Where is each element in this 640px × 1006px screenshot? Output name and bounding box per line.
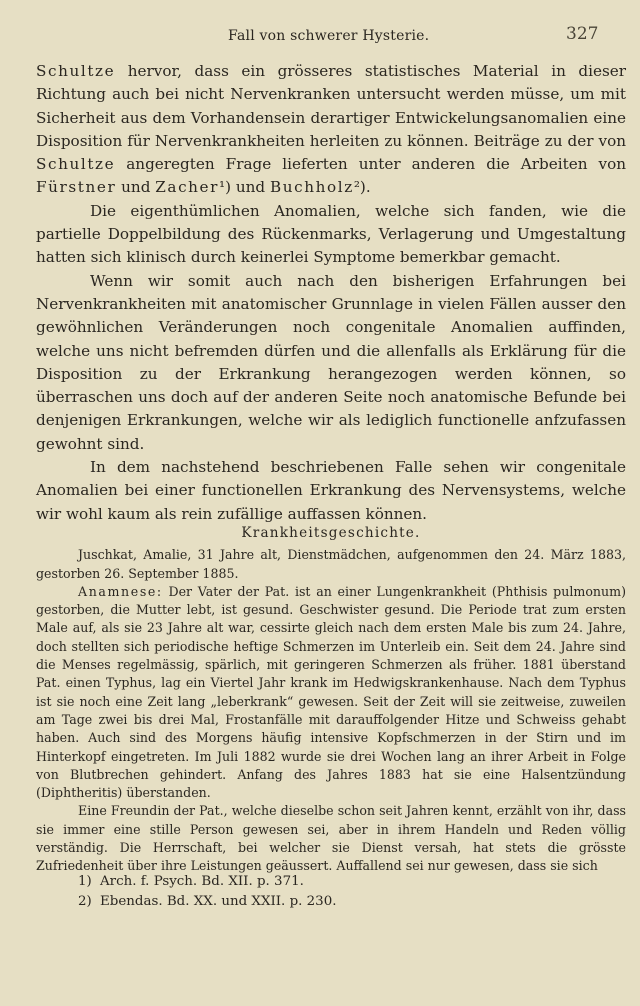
footnote-text: Ebendas. Bd. XX. und XXII. p. 230. <box>100 894 337 909</box>
paragraph-1 <box>36 60 626 200</box>
author-name: Schultze <box>36 62 116 80</box>
author-name: Buchholz <box>269 178 354 197</box>
text-run: hervor, dass ein grösseres statistisches Material in dieser Richtung auch bei nicht Nervenkranken untersucht werden müsse, um mit Sicherheit aus dem Vorhandensein derartiger Entwickelungsanomalien eine Disposition für Nervenkrankheiten herleiten zu können. Beiträge zu der von <box>36 62 626 150</box>
running-title: Fall von schwerer Hysterie. <box>228 28 430 44</box>
author-name: Fürstner <box>36 178 117 197</box>
footnote-mark: 2) <box>78 894 92 909</box>
text-run: angeregten Frage lieferten unter anderen die Arbeiten von <box>115 155 626 174</box>
case-anamnese <box>36 583 626 803</box>
author-name: Zacher <box>155 178 220 197</box>
paragraph-3: Wenn wir somit auch nach den bisherigen Erfahrungen bei Nervenkrankheiten mit anatomischer Grunnlage in vielen Fällen ausser den gewöhnlichen Veränderungen noch congenitale Anomalien auffinden, welche uns nicht befremden dürfen und die allenfalls als Erklärung für die Disposition zu der Erkrankung herangezogen werden können, so überraschen uns doch auf der anderen Seite noch anatomische Befunde bei denjenigen Erkrankungen, welche wir als lediglich functionelle anfzufassen gewohnt sind. <box>36 271 626 453</box>
page-number: 327 <box>566 24 599 44</box>
text-run: ¹) und <box>219 178 270 197</box>
anamnese-label: Anamnese: <box>78 583 163 599</box>
page-header <box>0 24 640 50</box>
author-name: Schultze <box>36 155 116 174</box>
footnote-text: Arch. f. Psych. Bd. XII. p. 371. <box>100 874 304 889</box>
text-run: ²). <box>353 178 371 197</box>
text-run: und <box>116 178 156 197</box>
footnote <box>78 892 578 912</box>
main-text <box>36 60 626 526</box>
anamnese-text: Der Vater der Pat. ist an einer Lungenkrankheit (Phthisis pulmonum) gestorben, die Mutter lebt, ist gesund. Geschwister gesund. Die Periode trat zum ersten Male auf, als sie 23 Jahre alt war, cessirte gleich nach dem ersten Male bis zum 24. Jahre, doch stellten sich periodische heftige Schmerzen im Unterleib ein. Seit dem 24. Jahre sind die Menses regelmässig, spärlich, mit geringeren Schmerzen als früher. 1881 überstand Pat. einen Typhus, lag ein Viertel Jahr krank im Hedwigskrankenhause. Nach dem Typhus ist sie noch eine Zeit lang „leberkrank“ gewesen. Seit der Zeit will sie zeitweise, zuweilen am Tage zwei bis drei Mal, Frostanfälle mit darauffolgender Hitze und Schweiss gehabt haben. Auch sind des Morgens häufig intensive Kopfschmerzen in der Stirn und im Hinterkopf eingetreten. Im Juli 1882 wurde sie drei Wochen lang an ihrer Arbeit in Folge von Blutbrechen gehindert. Anfang des Jahres 1883 hat sie eine Halsentzündung (Diphtheritis) überstanden. <box>36 583 626 801</box>
footnote-mark: 1) <box>78 874 92 889</box>
footnote <box>78 872 578 892</box>
case-history-title: Krankheitsgeschichte. <box>241 525 421 541</box>
paragraph-2: Die eigenthümlichen Anomalien, welche sich fanden, wie die partielle Doppelbildung des Rückenmarks, Verlagerung und Umgestaltung hatten sich klinisch durch keinerlei Symptome bemerkbar gemacht. <box>36 201 626 267</box>
case-friend-report: Eine Freundin der Pat., welche dieselbe schon seit Jahren kennt, erzählt von ihr, dass sie immer eine stille Person gewesen sei, aber in ihrem Handeln und Reden völlig verständig. Die Herrschaft, bei welcher sie Dienst versah, hat stets die grösste Zufriedenheit über ihre Leistungen geäussert. Auffallend sei nur gewesen, dass sie sich <box>36 803 626 874</box>
case-history <box>36 524 626 876</box>
footnotes <box>78 872 578 912</box>
paragraph-4: In dem nachstehend beschriebenen Falle sehen wir congenitale Anomalien bei einer functionellen Erkrankung des Nervensystems, welche wir wohl kaum als rein zufällige auffassen können. <box>36 458 626 523</box>
case-intro: Juschkat, Amalie, 31 Jahre alt, Dienstmädchen, aufgenommen den 24. März 1883, gestorben 26. September 1885. <box>36 547 626 581</box>
